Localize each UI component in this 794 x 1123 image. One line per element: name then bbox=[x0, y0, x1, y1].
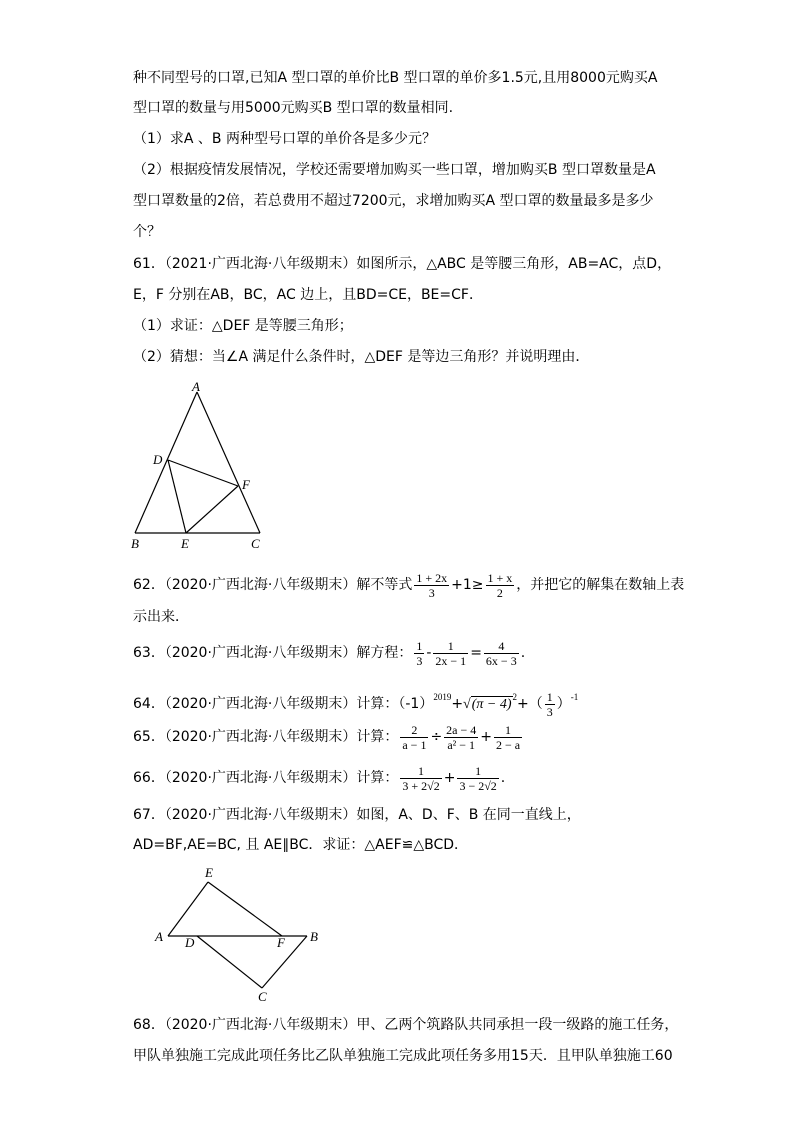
exponent: -1 bbox=[570, 692, 579, 702]
problem-64-prefix: 64．（2020·广西北海·八年级期末）计算：（-1） bbox=[133, 696, 434, 712]
fraction-numerator: 2 bbox=[400, 723, 428, 738]
fraction-numerator: 1 bbox=[546, 689, 553, 704]
operator: + bbox=[480, 729, 492, 745]
operator: + bbox=[443, 770, 456, 786]
problem-68-text-line-2: 甲队单独施工完成此项任务比乙队单独施工完成此项任务多用15天．且甲队单独施工60 bbox=[133, 1048, 673, 1064]
equals-sign: = bbox=[470, 645, 482, 661]
problem-60-text-line-1: 种不同型号的口罩,已知A 型口罩的单价比B 型口罩的单价多1.5元,且用8000元购买A bbox=[133, 70, 658, 86]
paren-close: ） bbox=[556, 696, 571, 712]
label-e: E bbox=[205, 865, 213, 880]
label-f: F bbox=[277, 935, 285, 950]
fraction-denominator: 3 bbox=[428, 585, 435, 600]
operator: ÷ bbox=[430, 729, 443, 745]
fraction-denominator: 6x − 3 bbox=[485, 653, 517, 668]
label-d: D bbox=[153, 452, 163, 467]
label-e: E bbox=[181, 536, 189, 551]
problem-61-text-line-2: E，F 分别在AB，BC，AC 边上，且BD=CE，BE=CF． bbox=[133, 287, 483, 303]
problem-66-prefix: 66．（2020·广西北海·八年级期末）计算： bbox=[133, 770, 399, 786]
fraction-denominator: 3 − 2√2 bbox=[459, 778, 497, 793]
operator: - bbox=[426, 645, 432, 661]
exponent: 2019 bbox=[433, 692, 452, 702]
label-b: B bbox=[310, 929, 318, 944]
radicand: (π − 4) bbox=[471, 697, 512, 712]
problem-62-suffix: ，并把它的解集在数轴上表 bbox=[516, 577, 685, 593]
problem-61-question-2: （2）猜想：当∠A 满足什么条件时，△DEF 是等边三角形？并说明理由． bbox=[133, 349, 590, 365]
inequality-middle: +1≥ bbox=[451, 577, 484, 593]
exponent: 2 bbox=[512, 692, 518, 702]
fraction-numerator: 1 bbox=[400, 764, 441, 779]
label-b: B bbox=[131, 536, 139, 551]
fraction-denominator: 2x − 1 bbox=[435, 653, 467, 668]
problem-60-text-line-2: 型口罩的数量与用5000元购买B 型口罩的数量相同. bbox=[133, 100, 454, 116]
problem-62-text-line-2: 示出来． bbox=[133, 609, 189, 625]
square-root: $√(\pi - 4)^2$ bbox=[463, 692, 518, 712]
problem-61-question-1: （1）求证：△DEF 是等腰三角形； bbox=[133, 318, 353, 334]
problem-67-text-line-2: AD=BF,AE=BC, 且 AE∥BC．求证：△AEF≌△BCD． bbox=[133, 837, 469, 853]
segment-ef bbox=[208, 882, 282, 936]
fraction-numerator: 1 + x bbox=[487, 570, 513, 585]
problem-60-question-2-line-3: 个？ bbox=[133, 224, 161, 240]
fraction-numerator: 1 bbox=[433, 639, 468, 654]
problem-60-question-2-line-1: （2）根据疫情发展情况，学校还需要增加购买一些口罩，增加购买B 型口罩数量是A bbox=[133, 162, 656, 178]
period: . bbox=[520, 645, 526, 661]
fraction-denominator: a² − 1 bbox=[447, 737, 476, 752]
problem-65-prefix: 65．（2020·广西北海·八年级期末）计算： bbox=[133, 729, 399, 745]
fraction-numerator: 1 bbox=[457, 764, 498, 779]
problem-67-text-line-1: 67．（2020·广西北海·八年级期末）如图，A、D、F、B 在同一直线上， bbox=[133, 807, 581, 823]
fraction-numerator: 1 bbox=[494, 723, 522, 738]
label-d: D bbox=[185, 935, 195, 950]
segment-ae bbox=[168, 882, 208, 936]
period: . bbox=[500, 770, 506, 786]
fraction-numerator: 1 bbox=[416, 638, 423, 653]
fraction-denominator: 2 bbox=[496, 585, 503, 600]
problem-68-text-line-1: 68．（2020·广西北海·八年级期末）甲、乙两个筑路队共同承担一段一级路的施工任务， bbox=[133, 1017, 679, 1033]
label-a: A bbox=[192, 379, 200, 394]
problem-60-question-1: （1）求A 、B 两种型号口罩的单价各是多少元？ bbox=[133, 131, 436, 147]
problem-63-prefix: 63．（2020·广西北海·八年级期末）解方程： bbox=[133, 645, 413, 661]
problem-60-question-2-line-2: 型口罩数量的2倍，若总费用不超过7200元，求增加购买A 型口罩的数量最多是多少 bbox=[133, 193, 654, 209]
operator: + bbox=[451, 696, 464, 712]
problem-61-text-line-1: 61．（2021·广西北海·八年级期末）如图所示，△ABC 是等腰三角形，AB=AC，点D， bbox=[133, 256, 672, 272]
problem-62-prefix: 62．（2020·广西北海·八年级期末）解不等式 bbox=[133, 577, 413, 593]
label-f: F bbox=[242, 477, 250, 492]
fraction-denominator: 3 bbox=[416, 653, 423, 668]
fraction-denominator: 3 + 2√2 bbox=[402, 778, 440, 793]
fraction-numerator: 2a − 4 bbox=[446, 722, 477, 737]
label-a: A bbox=[155, 929, 163, 944]
fraction-denominator: 3 bbox=[546, 704, 553, 719]
operator: +（ bbox=[517, 696, 543, 712]
fraction-denominator: a − 1 bbox=[402, 737, 427, 752]
fraction-numerator: 4 bbox=[484, 639, 519, 654]
label-c: C bbox=[258, 989, 267, 1004]
label-c: C bbox=[251, 536, 260, 551]
segment-dc bbox=[197, 936, 262, 988]
fraction-denominator: 2 − a bbox=[496, 737, 521, 752]
fraction-numerator: 1 + 2x bbox=[416, 570, 448, 585]
